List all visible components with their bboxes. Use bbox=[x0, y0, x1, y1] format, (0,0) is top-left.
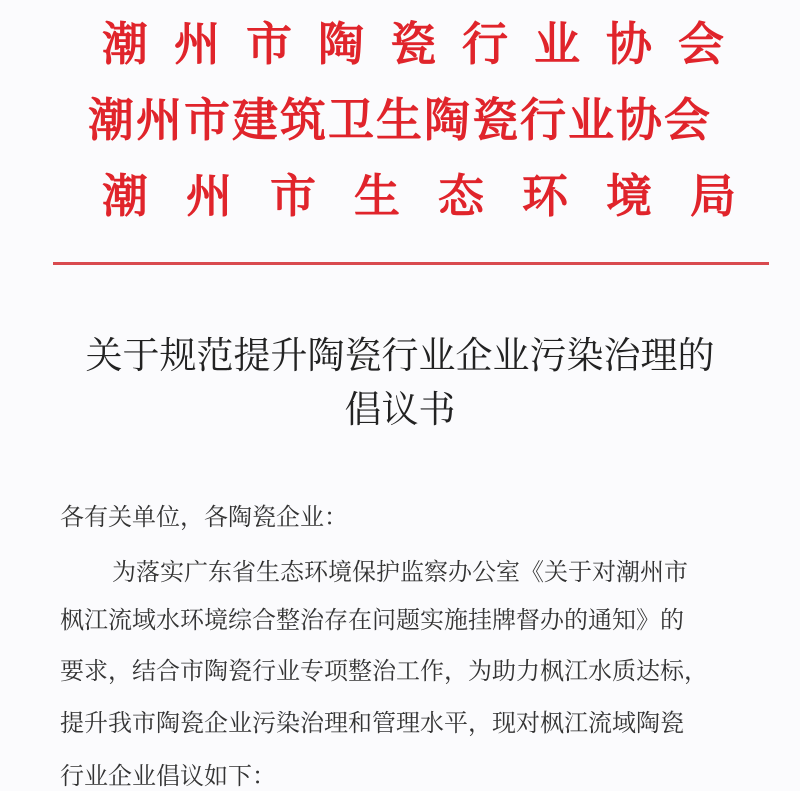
letterhead-line-3: 潮州市生态环境局 bbox=[102, 169, 774, 223]
letterhead-line-1: 潮州市陶瓷行业协会 bbox=[102, 17, 750, 71]
document-title-line-2: 倡议书 bbox=[344, 388, 456, 431]
body-line: 为落实广东省生态环境保护监察办公室《关于对潮州市 bbox=[112, 558, 688, 586]
letterhead-line-2: 潮州市建筑卫生陶瓷行业协会 bbox=[88, 93, 712, 147]
body-line: 要求，结合市陶瓷行业专项整治工作，为助力枫江水质达标， bbox=[60, 657, 708, 685]
document-title-line-1: 关于规范提升陶瓷行业企业污染治理的 bbox=[85, 334, 715, 377]
red-divider bbox=[53, 262, 769, 265]
salutation: 各有关单位，各陶瓷企业： bbox=[60, 503, 348, 531]
body-line: 提升我市陶瓷企业污染治理和管理水平，现对枫江流域陶瓷 bbox=[60, 709, 684, 737]
body-line: 行业企业倡议如下： bbox=[60, 762, 276, 790]
body-line: 枫江流域水环境综合整治存在问题实施挂牌督办的通知》的 bbox=[60, 606, 684, 634]
